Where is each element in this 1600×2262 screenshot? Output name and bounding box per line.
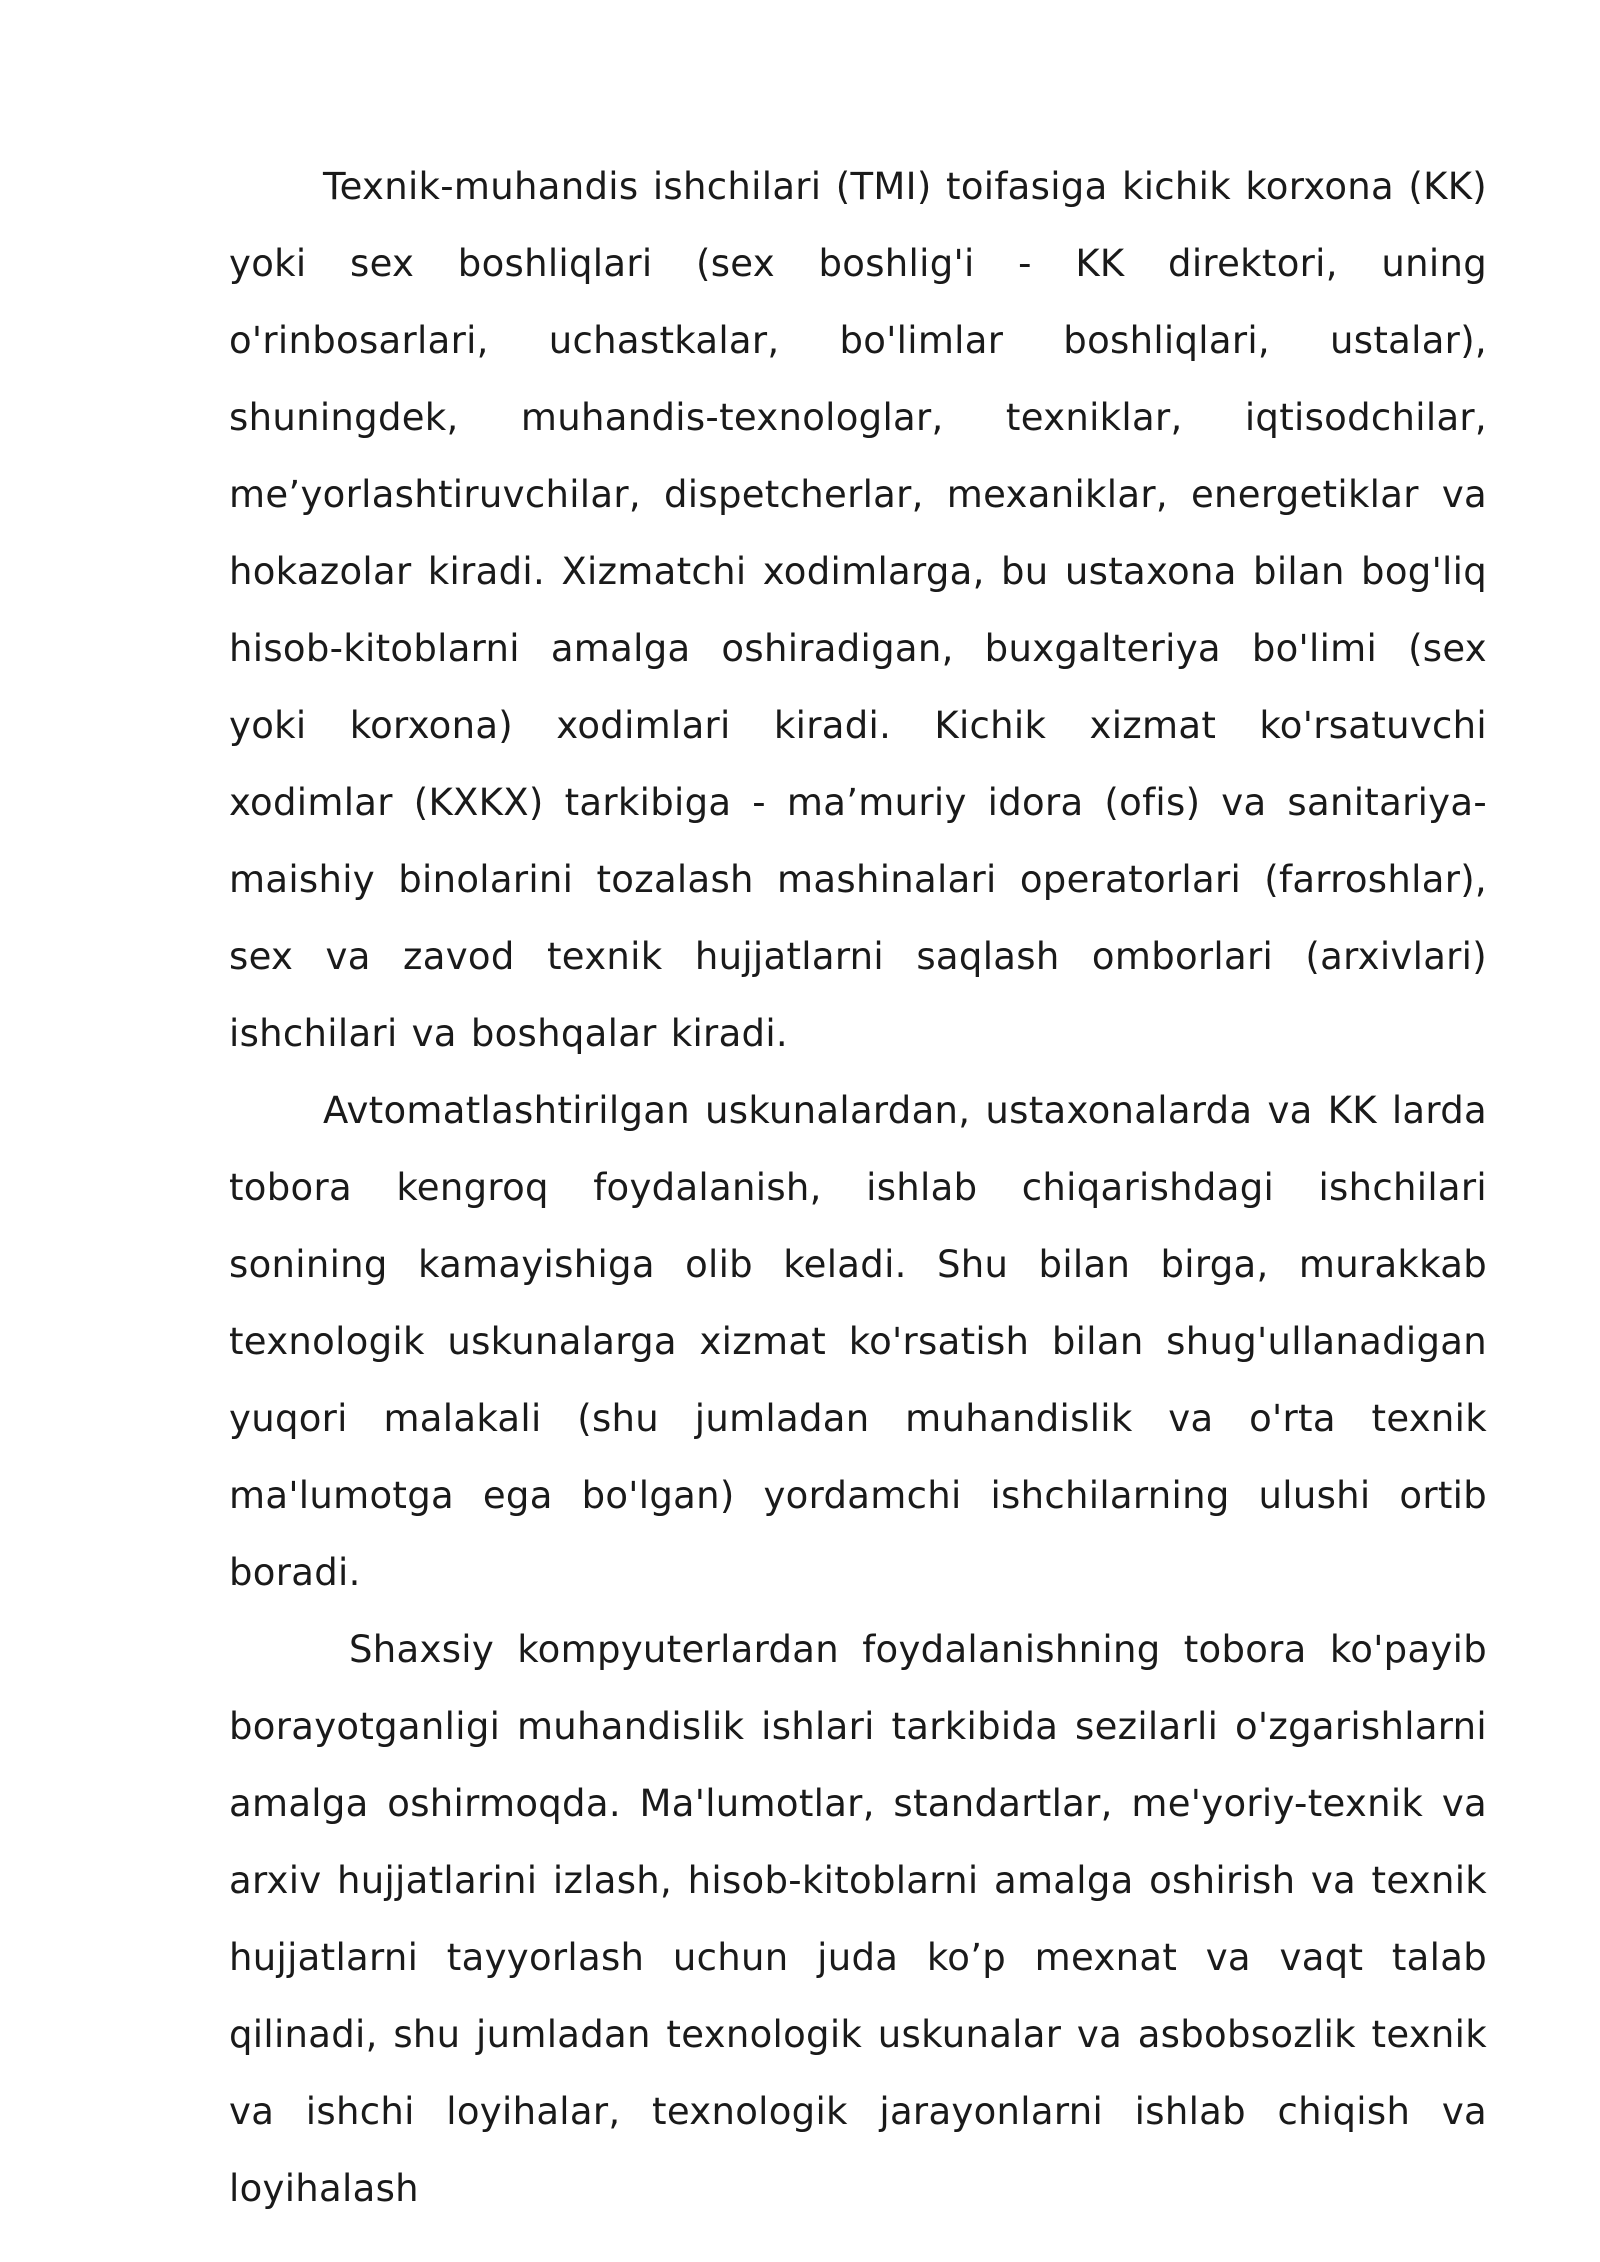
document-body	[229, 148, 1487, 2227]
paragraph-automation: Avtomatlashtirilgan uskunalardan, ustaxonalarda va KK larda tobora kengroq foydalanish, ishlab chiqarishdagi ishchilari sonining kamayishiga olib keladi. Shu bilan birga, murakkab texnologik uskunalarga xizmat ko'rsatish bilan shug'ullanadigan yuqori malakali (shu jumladan muhandislik va o'rta texnik ma'lumotga ega bo'lgan) yordamchi ishchilarning ulushi ortib boradi.	[229, 1089, 1487, 1594]
paragraph-staff-categories: Texnik-muhandis ishchilari (TMI) toifasiga kichik korxona (KK) yoki sex boshliqlari (sex boshlig'i - KK direktori, uning o'rinbosarlari, uchastkalar, bo'limlar boshliqlari, ustalar), shuningdek, muhandis-texnologlar, texniklar, iqtisodchilar, me’yorlashtiruvchilar, dispetcherlar, mexaniklar, energetiklar va hokazolar kiradi. Xizmatchi xodimlarga, bu ustaxona bilan bog'liq hisob-kitoblarni amalga oshiradigan, buxgalteriya bo'limi (sex yoki korxona) xodimlari kiradi. Kichik xizmat ko'rsatuvchi xodimlar (KXKX) tarkibiga - ma’muriy idora (ofis) va sanitariya-maishiy binolarini tozalash mashinalari operatorlari (farroshlar), sex va zavod texnik hujjatlarni saqlash omborlari (arxivlari) ishchilari va boshqalar kiradi.	[229, 165, 1487, 1055]
paragraph-personal-computers: Shaxsiy kompyuterlardan foydalanishning tobora ko'payib borayotganligi muhandislik ishlari tarkibida sezilarli o'zgarishlarni amalga oshirmoqda. Ma'lumotlar, standartlar, me'yoriy-texnik va arxiv hujjatlarini izlash, hisob-kitoblarni amalga oshirish va texnik hujjatlarni tayyorlash uchun juda ko’p mexnat va vaqt talab qilinadi, shu jumladan texnologik uskunalar va asbobsozlik texnik va ishchi loyihalar, texnologik jarayonlarni ishlab chiqish va loyihalash	[229, 1628, 1487, 2210]
